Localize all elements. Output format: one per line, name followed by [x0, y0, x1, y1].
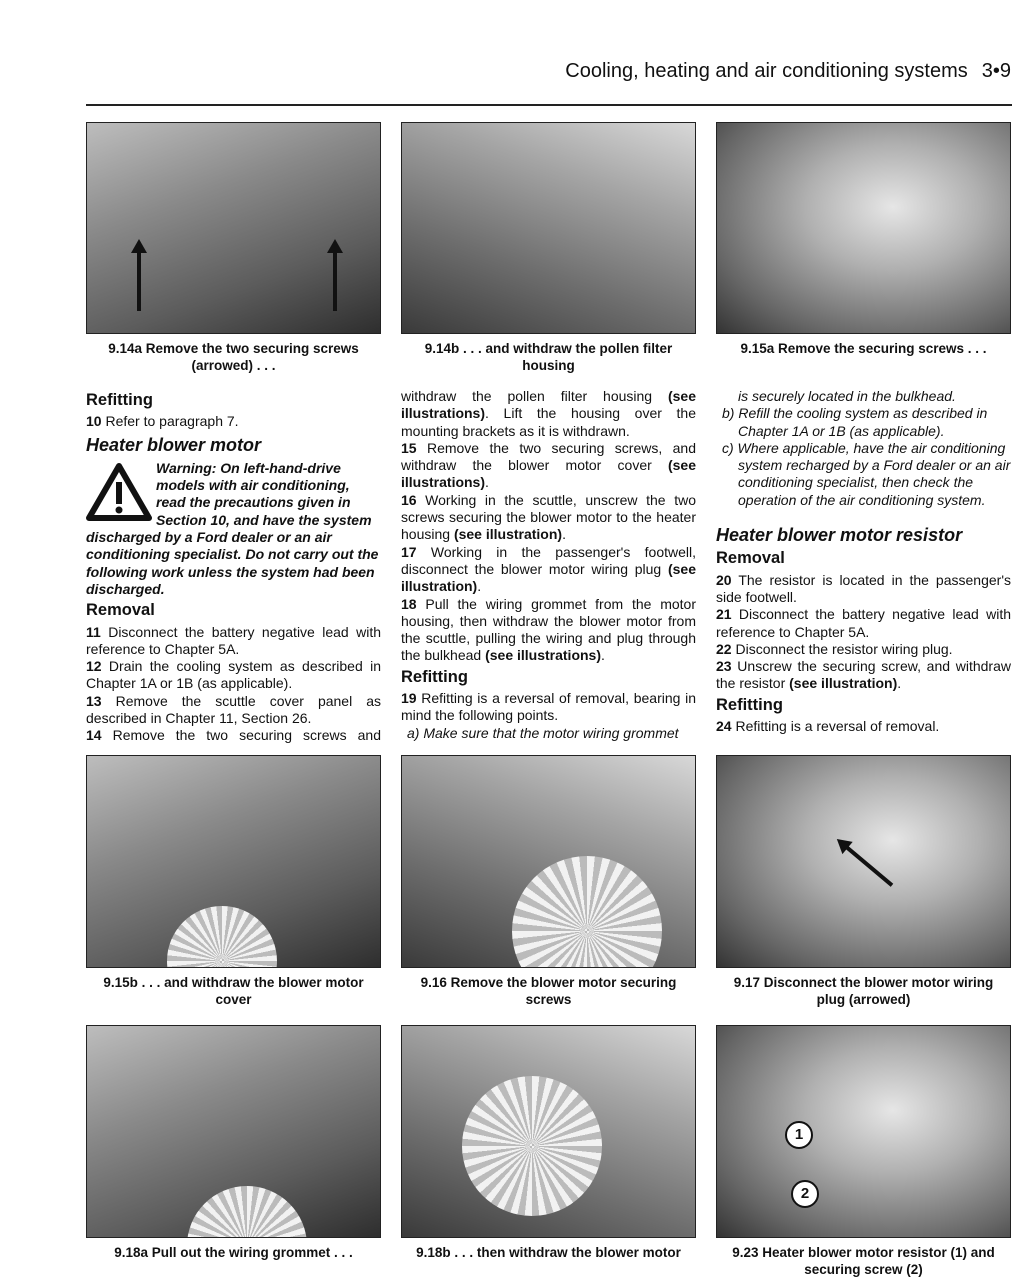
illustration-ref: (see illustration): [789, 675, 898, 692]
text-column-2: [401, 388, 696, 742]
para-text: .: [601, 647, 605, 664]
para-text: .: [477, 578, 482, 595]
caption-9-17: [716, 974, 1011, 1008]
para-text: Remove the two securing screws and: [101, 727, 381, 744]
caption-line: housing: [522, 358, 575, 373]
para-text: Unscrew the securing screw, and withdraw the resistor: [716, 658, 1011, 692]
paragraph-11: [86, 624, 381, 659]
para-number: 22: [716, 640, 732, 657]
caption-line: (arrowed) . . .: [191, 358, 276, 373]
paragraph-13: [86, 693, 381, 728]
caption-line: cover: [215, 992, 252, 1007]
paragraph-10: [86, 413, 381, 430]
para-number: 12: [86, 658, 102, 675]
heading-removal: Removal: [716, 549, 785, 568]
caption-line: 9.23 Heater blower motor resistor (1) and: [732, 1245, 995, 1260]
para-number: 15: [401, 439, 417, 456]
photo-9-17: [716, 755, 1011, 968]
para-number: 24: [716, 718, 732, 735]
paragraph-15: [401, 440, 696, 492]
warning-triangle-icon: [86, 462, 152, 522]
photo-9-15b: [86, 755, 381, 968]
photo-9-18b: [401, 1025, 696, 1238]
text-column-1: [86, 388, 381, 745]
blower-fan-image: [512, 856, 662, 968]
caption-line: 9.14b . . . and withdraw the pollen filter: [424, 341, 673, 356]
para-number: 11: [86, 623, 101, 640]
paragraph-24: [716, 718, 1011, 735]
blower-motor-image: [462, 1076, 602, 1216]
para-number: 10: [86, 413, 102, 430]
illustration-ref: (see illustrations): [401, 457, 696, 491]
para-text: . Lift the housing over the mounting brackets as it is withdrawn.: [401, 405, 696, 439]
para-text: Refitting is a reversal of removal, bearing in mind the following points.: [401, 690, 696, 724]
point-b: b) Refill the cooling system as described in Chapter 1A or 1B (as applicable).: [722, 405, 988, 439]
para-text: .: [897, 675, 902, 692]
para-text: .: [562, 526, 566, 543]
point-a: a) Make sure that the motor wiring grommet: [407, 724, 679, 741]
para-number: 13: [86, 692, 102, 709]
caption-9-15a: [716, 340, 1011, 357]
paragraph-14-cont: [401, 388, 696, 440]
caption-line: 9.15b . . . and withdraw the blower motor: [103, 975, 364, 990]
para-number: 16: [401, 491, 417, 508]
para-text: Remove the scuttle cover panel as described in Chapter 11, Section 26.: [86, 692, 381, 727]
arrow-icon: [137, 251, 141, 311]
illustration-ref: (see illustrations): [485, 647, 601, 664]
para-text: Disconnect the resistor wiring plug.: [731, 640, 953, 657]
para-text: Disconnect the battery negative lead with reference to Chapter 5A.: [86, 623, 381, 657]
caption-line: securing screw (2): [804, 1262, 923, 1277]
caption-9-18a: [86, 1244, 381, 1261]
paragraph-16: [401, 492, 696, 544]
para-number: 20: [716, 571, 732, 588]
para-text: Refitting is a reversal of removal.: [731, 718, 940, 735]
photo-9-14a: [86, 122, 381, 334]
paragraph-12: [86, 658, 381, 693]
photo-9-14b: [401, 122, 696, 334]
caption-line: 9.18b . . . then withdraw the blower motor: [416, 1245, 681, 1260]
para-number: 19: [401, 690, 417, 707]
para-text: Pull the wiring grommet from the motor housing, then withdraw the blower motor from the scuttle, pulling the wiring and plug through the bulkhead: [401, 595, 696, 664]
para-text: Drain the cooling system as described in Chapter 1A or 1B (as applicable).: [86, 658, 381, 692]
caption-line: 9.18a Pull out the wiring grommet . . .: [114, 1245, 353, 1260]
text-column-3: [716, 388, 1011, 735]
heading-refitting: Refitting: [401, 667, 468, 686]
caption-9-18b: [401, 1244, 696, 1261]
para-number: 17: [401, 543, 417, 560]
caption-9-14b: [401, 340, 696, 374]
para-text: withdraw the pollen filter housing: [401, 388, 668, 404]
warning-text: Warning: On left-hand-drive models with air conditioning, read the precautions given in Section 10, and have the system discharged by a Ford dealer or an air conditioning specialist. Do not carry out the following work unless the system had been discharged.: [86, 459, 379, 597]
para-number: 23: [716, 658, 732, 675]
photo-9-16: [401, 755, 696, 968]
paragraph-18: [401, 596, 696, 665]
para-number: 21: [716, 606, 732, 623]
caption-9-15b: [86, 974, 381, 1008]
para-text: Disconnect the battery negative lead with reference to Chapter 5A.: [716, 606, 1011, 640]
para-text: Remove the two securing screws, and withdraw the blower motor cover: [401, 439, 696, 474]
para-number: 14: [86, 727, 102, 744]
illustration-ref: (see illustration): [453, 526, 563, 543]
paragraph-17: [401, 544, 696, 596]
warning-box: [86, 460, 381, 598]
photo-9-23: [716, 1025, 1011, 1238]
heading-refitting: Refitting: [86, 391, 153, 409]
caption-line: 9.16 Remove the blower motor securing: [420, 975, 677, 990]
heading-removal: Removal: [86, 601, 155, 620]
para-text: The resistor is located in the passenger's side footwell.: [716, 571, 1011, 605]
running-header: [565, 60, 1011, 83]
callout-1: 1: [785, 1121, 813, 1149]
heading-heater-blower-motor: Heater blower motor: [86, 434, 262, 455]
header-title: Cooling, heating and air conditioning systems: [565, 60, 968, 82]
para-text: Working in the scuttle, unscrew the two screws securing the blower motor to the heater housing: [401, 491, 696, 543]
photo-9-15a: [716, 122, 1011, 334]
blower-fan-image: [187, 1186, 307, 1238]
arrow-icon: [333, 251, 337, 311]
illustration-ref: (see illustrations): [401, 388, 696, 422]
caption-line: 9.15a Remove the securing screws . . .: [740, 341, 987, 356]
illustration-ref: (see illustration): [401, 560, 696, 595]
paragraph-19: [401, 690, 696, 725]
para-number: 18: [401, 595, 417, 612]
caption-9-16: [401, 974, 696, 1008]
paragraph-21: [716, 606, 1011, 641]
point-c: c) Where applicable, have the air conditioning system recharged by a Ford dealer or an air conditioning specialist, then check the operation of the air conditioning system.: [722, 439, 1011, 508]
page-number: 3•9: [981, 60, 1011, 82]
photo-9-18a: [86, 1025, 381, 1238]
caption-9-23: [716, 1244, 1011, 1278]
callout-2: 2: [791, 1180, 819, 1208]
caption-line: plug (arrowed): [816, 992, 911, 1007]
para-text: .: [485, 474, 489, 491]
caption-line: 9.14a Remove the two securing screws: [108, 341, 359, 356]
paragraph-23: [716, 658, 1011, 693]
para-text: Refer to paragraph 7.: [101, 413, 239, 430]
caption-line: 9.17 Disconnect the blower motor wiring: [733, 975, 994, 990]
blower-fan-image: [167, 906, 277, 968]
paragraph-14: [86, 727, 381, 744]
header-rule: [86, 104, 1012, 106]
arrow-icon: [845, 845, 894, 887]
caption-9-14a: [86, 340, 381, 374]
paragraph-20: [716, 572, 1011, 607]
point-a-cont: is securely located in the bulkhead.: [738, 388, 956, 404]
paragraph-22: [716, 641, 1011, 658]
heading-refitting: Refitting: [716, 695, 783, 714]
heading-blower-motor-resistor: Heater blower motor resistor: [716, 525, 963, 546]
para-text: Working in the passenger's footwell, disconnect the blower motor wiring plug: [401, 543, 696, 577]
caption-line: screws: [525, 992, 572, 1007]
